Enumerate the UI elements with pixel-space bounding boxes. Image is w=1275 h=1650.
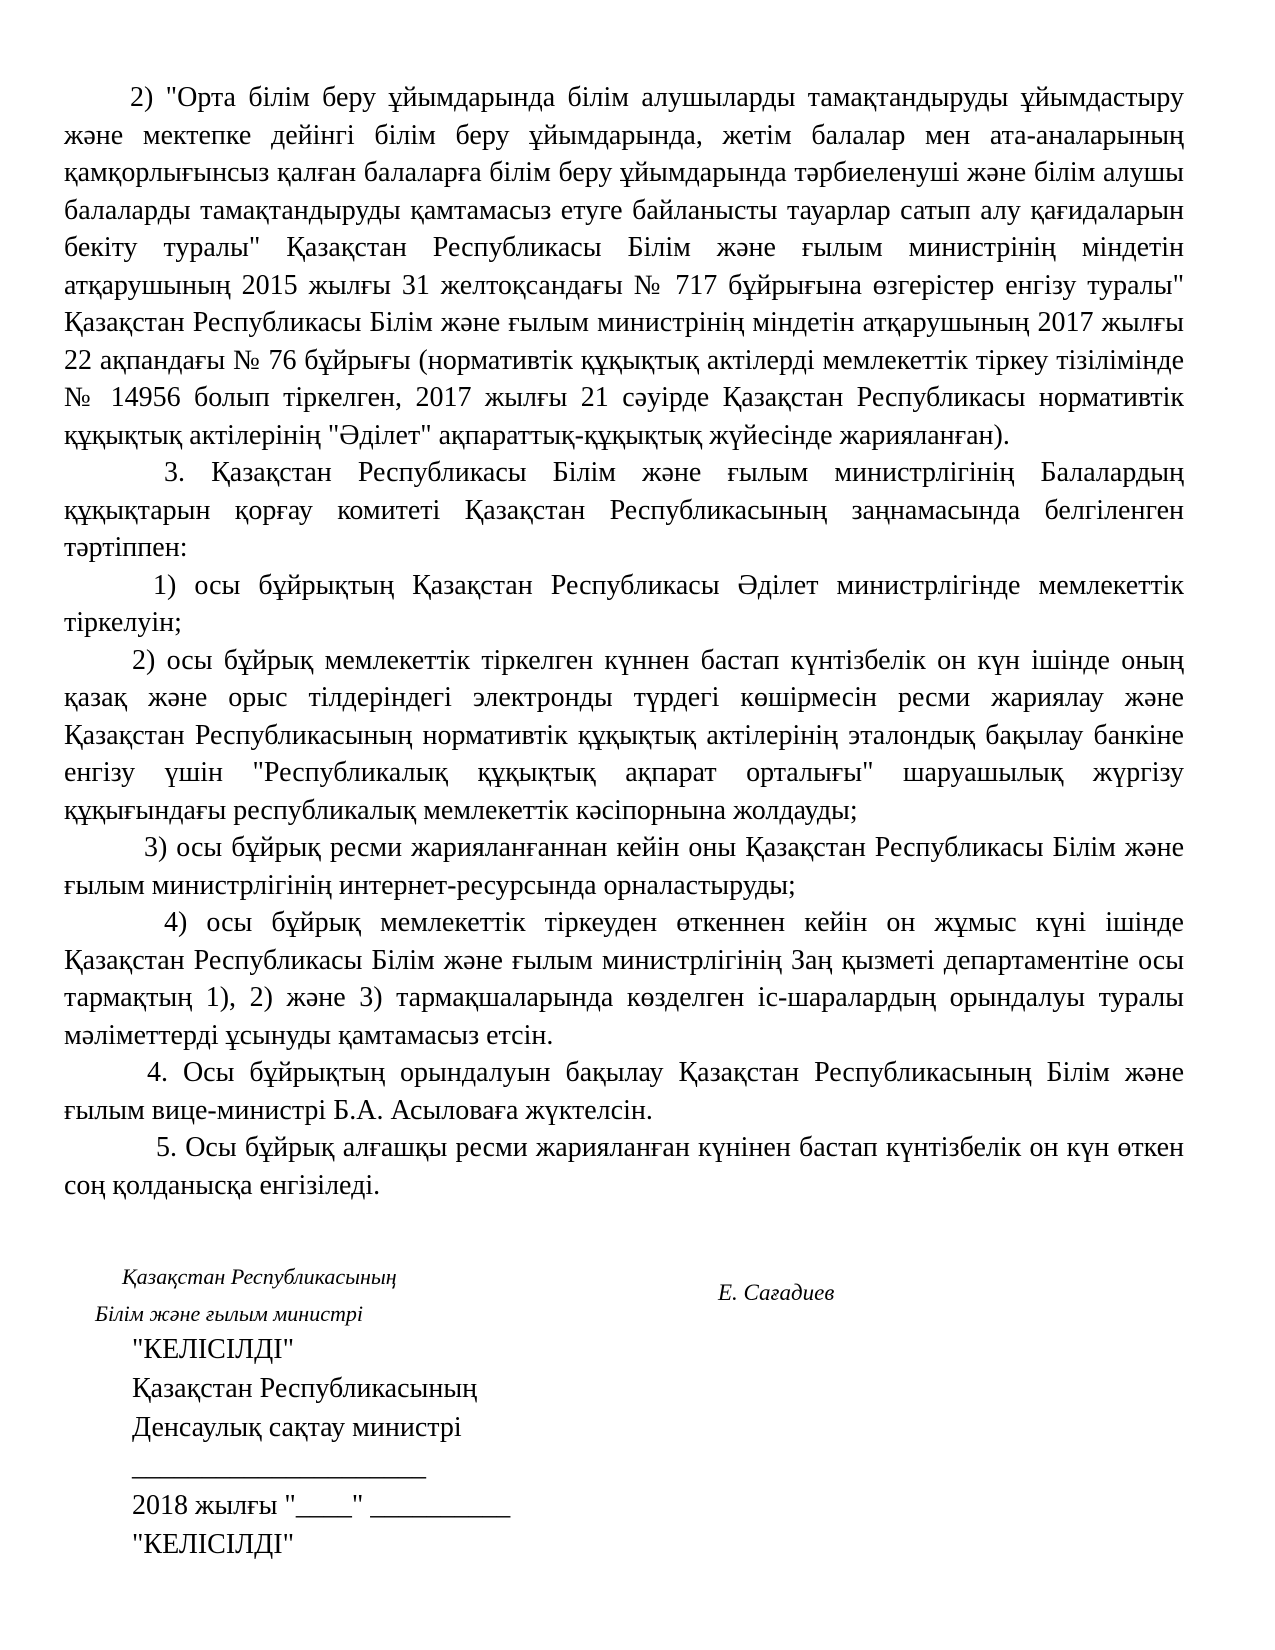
signature-block — [64, 1258, 1184, 1332]
signer-name: Е. Сағадиев — [718, 1280, 835, 1305]
approval-minister-line: Денсаулық сақтау министрі — [132, 1412, 462, 1443]
approval-date-line: 2018 жылғы "____" __________ — [132, 1490, 511, 1521]
signer-title-line-2: Білім және ғылым министрі — [95, 1301, 363, 1326]
paragraph-subitem-2: 2) осы бұйрық мемлекеттік тіркелген күннен бастап күнтізбелік он күн ішінде оның қазақ және орыс тілдеріндегі электронды түрдегі көшірмесін ресми жариялау және Қазақстан Республикасының нормативтік құқықтық актілерінің эталондық бақылау банкіне енгізу үшін "Республикалық құқықтық ақпарат орталығы" шаруашылық жүргізу құқығындағы республикалық мемлекеттік кәсіпорнына жолдауды; — [64, 644, 1184, 826]
order-body-text — [64, 79, 1184, 1204]
approval-signature-underscore-line: _____________________ — [132, 1451, 426, 1482]
paragraph-item-5: 5. Осы бұйрық алғашқы ресми жарияланған күнінен бастап күнтізбелік он күн өткен соң қолданысқа енгізіледі. — [64, 1132, 1184, 1201]
paragraph-subitem-3: 3) осы бұйрық ресми жарияланғаннан кейін оны Қазақстан Республикасы Білім және ғылым министрлігінің интернет-ресурсында орналастыруды; — [64, 832, 1184, 901]
paragraph-item-4: 4. Осы бұйрықтың орындалуын бақылау Қазақстан Республикасының Білім және ғылым вице-министрі Б.А. Асыловаға жүктелсін. — [64, 1057, 1184, 1126]
approval-block — [132, 1330, 832, 1564]
paragraph-subitem-1: 1) осы бұйрықтың Қазақстан Республикасы Әділет министрлігінде мемлекеттік тіркелуін; — [64, 569, 1184, 638]
paragraph-subitem-4: 4) осы бұйрық мемлекеттік тіркеуден өткеннен кейін он жұмыс күні ішінде Қазақстан Республикасы Білім және ғылым министрлігінің Заң қызметі департаментіне осы тармақтың 1), 2) және 3) тармақшаларында көзделген іс-шаралардың орындалуы туралы мәліметтерді ұсынуды қамтамасыз етсін. — [64, 907, 1184, 1051]
approval-org-line: Қазақстан Республикасының — [132, 1373, 478, 1404]
paragraph-amendment-order: 2) "Орта білім беру ұйымдарында білім алушыларды тамақтандыруды ұйымдастыру және мектепке дейінгі білім беру ұйымдарында, жетім балалар мен ата-аналарының қамқорлығынсыз қалған балаларға білім беру ұйымдарында тәрбиеленуші және білім алушы балаларды тамақтандыруды қамтамасыз етуге байланысты тауарлар сатып алу қағидаларын бекіту туралы" Қазақстан Республикасы Білім және ғылым министрінің міндетін атқарушының 2015 жылғы 31 желтоқсандағы № 717 бұйрығына өзгерістер енгізу туралы" Қазақстан Республикасы Білім және ғылым министрінің міндетін атқарушының 2017 жылғы 22 ақпандағы № 76 бұйрығы (нормативтік құқықтық актілерді мемлекеттік тіркеу тізілімінде № 14956 болып тіркелген, 2017 жылғы 21 сәуірде Қазақстан Республикасы нормативтік құқықтық актілерінің "Әділет" ақпараттық-құқықтық жүйесінде жарияланған). — [64, 82, 1184, 451]
approval-agreed-label: "КЕЛІСІЛДІ" — [132, 1334, 294, 1365]
signer-title-line-1: Қазақстан Республикасының — [122, 1264, 397, 1289]
paragraph-item-3: 3. Қазақстан Республикасы Білім және ғылым министрлігінің Балалардың құқықтарын қорғау комитеті Қазақстан Республикасының заңнамасында белгіленген тәртіппен: — [64, 457, 1184, 563]
approval-agreed-label-2: "КЕЛІСІЛДІ" — [132, 1529, 294, 1560]
